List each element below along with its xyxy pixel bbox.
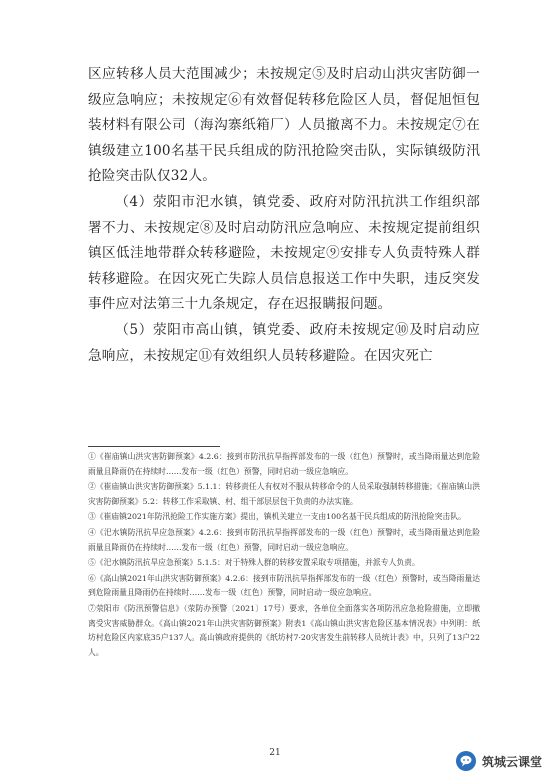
footnote-separator xyxy=(88,446,220,447)
footnote: ⑥《高山镇2021年山洪灾害防御预案》4.2.6：接到市防汛抗旱指挥部发布的一级（红色）预警时，或当降雨量达到危险雨量且降雨仍在持续时……发布一级（红色）预警，同时启动一级应急响应。 xyxy=(88,573,480,598)
paragraph: （5）荥阳市高山镇，镇党委、政府未按规定⑩及时启动应急响应，未按规定⑪有效组织人员转移避险。在因灾死亡 xyxy=(88,321,480,364)
footnote: ④《汜水镇防汛抗旱应急预案》4.2.6：接到市防汛抗旱指挥部发布的一级（红色）预警时，或当降雨量达到危险雨量且降雨仍在持续时……发布一级（红色）预警，同时启动一级应急响应。 xyxy=(88,527,480,552)
footnotes xyxy=(88,450,480,661)
watermark-text: 筑城云课堂 xyxy=(481,754,542,769)
footnote: ③《崔庙镇2021年防汛抢险工作实施方案》提出，镇机关建立一支由100名基干民兵组成的防汛抢险突击队。 xyxy=(88,512,466,522)
paragraph: 区应转移人员大范围减少；未按规定⑤及时启动山洪灾害防御一级应急响应；未按规定⑥有效督促转移危险区人员，督促旭恒包装材料有限公司（海沟寨纸箱厂）人员撤离不力。未按规定⑦在镇级建立100名基干民兵组成的防汛抢险突击队，实际镇级防汛抢险突击队仅32人。 xyxy=(88,66,480,185)
footnote: ②《崔庙镇山洪灾害防御预案》5.1.1：转移责任人有权对不服从转移命令的人员采取强制转移措施；《崔庙镇山洪灾害防御预案》5.2：转移工作采取镇、村、组干部层层包干负责的办法实施。 xyxy=(88,482,480,506)
main-text xyxy=(88,62,480,369)
page-number: 21 xyxy=(269,748,281,758)
footnote: ⑦荥阳市《防汛预警信息》（荥防办预警〔2021〕17号）要求，各单位全面落实各项防汛应急抢险措施，立即撤离受灾害威胁群众。《高山镇2021年山洪灾害防御预案》附表1《高山镇山洪灾害危险区基本情况表》中列明：纸坊村危险区内家底35户137人。高山镇政府提供的《纸坊村7·20灾害发生前转移人员统计表》中，只列了13户22人。 xyxy=(88,603,480,657)
footnote: ⑤《汜水镇防汛抗旱应急预案》5.1.5：对于特殊人群的转移安置采取专项措施，并派专人负责。 xyxy=(88,558,420,568)
watermark xyxy=(456,750,542,772)
chat-bubble-icon xyxy=(456,751,476,771)
paragraph: （4）荥阳市汜水镇，镇党委、政府对防汛抗洪工作组织部署不力、未按规定⑧及时启动防汛应急响应、未按规定提前组织镇区低洼地带群众转移避险，未按规定⑨安排专人负责特殊人群转移避险。在因灾死亡失踪人员信息报送工作中失职，违反突发事件应对法第三十九条规定，存在迟报瞒报问题。 xyxy=(88,193,480,313)
footnote: ①《崔庙镇山洪灾害防御预案》4.2.6：接到市防汛抗旱指挥部发布的一级（红色）预警时，或当降雨量达到危险雨量且降雨仍在持续时……发布一级（红色）预警，同时启动一级应急响应。 xyxy=(88,452,480,476)
